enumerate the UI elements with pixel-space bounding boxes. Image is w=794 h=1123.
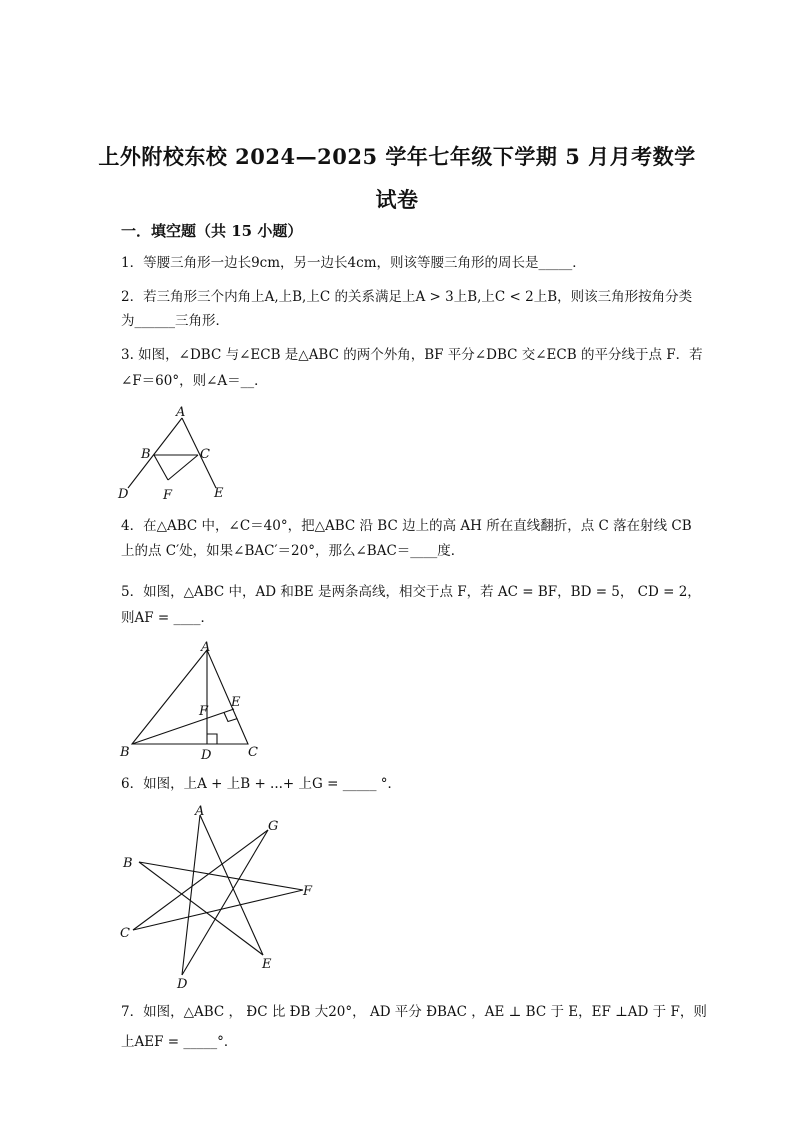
question-6-text: 6．如图，上A + 上B + ...+ 上G = _____ °． [121, 776, 401, 792]
question-7-text-line2: 上AEF = _____°． [121, 1034, 238, 1050]
label-c: C [200, 447, 210, 462]
label-e: E [214, 486, 224, 501]
line-a-to-e [182, 418, 216, 488]
altitude-be [132, 709, 234, 744]
segment-d-g [182, 830, 268, 975]
label-d: D [177, 977, 188, 992]
question-6-figure [115, 800, 325, 995]
question-2-text: 2．若三角形三个内角上A,上B,上C 的关系满足上A > 3上B,上C < 2上B，则该三角形按角分类 [121, 289, 693, 305]
label-a: A [176, 405, 186, 420]
question-4-text-line2: 上的点 C′处，如果∠BAC′＝20°，那么∠BAC＝____度． [121, 543, 465, 559]
right-angle-mark-d [207, 734, 217, 744]
segment-c-g [133, 830, 268, 930]
label-b: B [120, 745, 130, 760]
label-e: E [262, 957, 272, 972]
segment-b-e [139, 862, 263, 955]
question-2-text-line2: 为______三角形． [121, 313, 229, 329]
label-f: F [303, 884, 313, 899]
question-5-figure [115, 635, 275, 765]
question-1-text: 1．等腰三角形一边长9cm，另一边长4cm，则该等腰三角形的周长是_____． [121, 255, 586, 271]
segment-bf [154, 455, 168, 480]
question-3-text: 3. 如图，∠DBC 与∠ECB 是△ABC 的两个外角，BF 平分∠DBC 交∠ECB 的平分线于点 F．若 [121, 347, 703, 363]
label-b: B [123, 856, 133, 871]
document-title-line2: 试卷 [375, 187, 419, 212]
question-3-text-line2: ∠F＝60°，则∠A＝__． [121, 373, 268, 389]
label-e: E [231, 695, 241, 710]
question-7-text: 7．如图，△ABC ， ÐC 比 ÐB 大20°， AD 平分 ÐBAC ，AE ⊥ BC 于 E，EF ⊥AD 于 F，则 [121, 1004, 707, 1020]
label-c: C [248, 745, 258, 760]
line-a-to-d [128, 418, 182, 488]
segment-a-e [200, 815, 263, 955]
label-f: F [163, 488, 173, 503]
segment-c-f [133, 890, 303, 930]
segment-cf [168, 455, 198, 480]
section-heading: 一．填空题（共 15 小题） [121, 222, 303, 240]
question-3-figure [110, 400, 240, 505]
right-angle-mark-e [224, 713, 238, 722]
label-d: D [201, 748, 212, 763]
label-f: F [199, 704, 209, 719]
label-d: D [118, 487, 129, 502]
question-5-text-line2: 则AF = ____． [121, 610, 215, 626]
label-b: B [141, 447, 151, 462]
segment-a-d [182, 815, 200, 975]
question-5-text: 5．如图，△ABC 中，AD 和BE 是两条高线，相交于点 F，若 AC = BF，BD = 5， CD = 2， [121, 584, 701, 600]
label-g: G [268, 819, 279, 834]
label-c: C [120, 926, 130, 941]
question-4-text: 4．在△ABC 中，∠C＝40°，把△ABC 沿 BC 边上的高 AH 所在直线翻折，点 C 落在射线 CB [121, 518, 692, 534]
label-a: A [195, 804, 205, 819]
segment-b-f [139, 862, 303, 890]
document-title: 上外附校东校 2024—2025 学年七年级下学期 5 月月考数学 [98, 144, 696, 169]
label-a: A [201, 640, 211, 655]
